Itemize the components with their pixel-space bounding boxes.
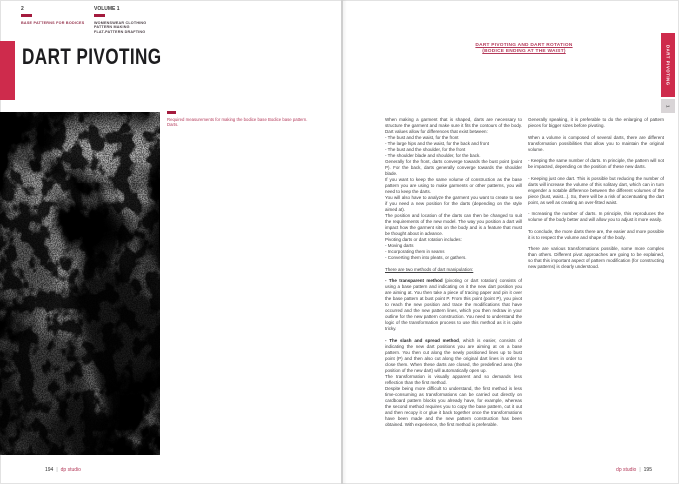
page-number: 195 bbox=[643, 467, 652, 473]
paragraph: If you want to keep the same volume of construction as the base pattern you are using to make garments or other patterns, you will need to keep the darts. bbox=[385, 177, 522, 194]
volume-number: VOLUME 1 bbox=[94, 6, 120, 12]
red-dash bbox=[21, 14, 32, 17]
publisher-brand: dp studio bbox=[60, 467, 81, 473]
page-title: DART PIVOTING bbox=[22, 44, 162, 69]
left-page-footer bbox=[45, 467, 81, 473]
paragraph: When a volume is composed of several darts, there are different transformation possibilities that allow you to maintain the original volume. bbox=[528, 134, 664, 152]
footer-separator: | bbox=[639, 467, 641, 473]
paragraph: Generally speaking, it is preferable to do the enlarging of pattern pieces for bigger sizes before pivoting. bbox=[528, 117, 664, 128]
chapter-number: 1 bbox=[665, 104, 671, 108]
page-number: 194 bbox=[45, 467, 54, 473]
paragraph: - The bust and the shoulder, for the front bbox=[385, 147, 466, 152]
paragraph: Generally for the front, darts converge towards the bust point (point P). For the back, darts generally converge towards the shoulder blade. bbox=[385, 159, 522, 176]
volume-line: FLAT-PATTERN DRAFTING bbox=[94, 29, 146, 34]
texture-photo bbox=[0, 112, 160, 455]
paragraph: There are various transformations possible, some more complex than others. Different pivot approaches are going to be explained, so that this important aspect of pattern modification (for constructing new patterns) is clearly understood. bbox=[528, 246, 664, 269]
paragraph: Despite being more difficult to understand, the first method is less time-consuming as transformations can be carried out directly on cardboard pattern blocks you already have, for example, whereas the second method requires you to copy the base pattern, cut it out and then recopy it or glue it back together once the transformations have been made and the new pattern construction has been obtained. With experience, the first method is preferable. bbox=[385, 385, 522, 427]
volume-line: WOMENSWEAR CLOTHING bbox=[94, 21, 147, 25]
chapter-edge-tab-number bbox=[661, 99, 675, 113]
paragraph: To conclude, the more darts there are, the easier and more possible it is to respect the volume and shape of the body. bbox=[528, 228, 664, 240]
red-dash bbox=[167, 111, 176, 114]
paragraph: - The transparent method (pivoting or dart rotation) consists of using a base pattern and indicating on it the new dart position you are aiming at. You then take a piece of tracing paper and pin it over the base pattern at bust point P. From this point (point P), you pivot to reach the new position and trace the modifications that have occurred and the new pattern lines, which you then redraw in your outline for the new pattern construction. You need to understand the logic of the transformation process to use this method as it is quite tricky. bbox=[385, 278, 522, 331]
section-heading-line: (BODICE ENDING AT THE WAIST) bbox=[482, 49, 566, 54]
paragraph: - Converting them into pleats, or gathers. bbox=[385, 255, 467, 260]
paragraph: - Keeping the same number of darts. In principle, the pattern will not be impacted, depending on the position of these new darts. bbox=[528, 158, 664, 169]
right-page-footer bbox=[560, 467, 652, 473]
paragraph: There are two methods of dart manipulation: bbox=[385, 266, 474, 272]
red-dash bbox=[94, 14, 105, 17]
paragraph: When making a garment that is shaped, darts are necessary to structure the garment and make sure it fits the contours of the body. Dart values allow for differences that exist between: bbox=[385, 117, 522, 134]
section-heading-line: DART PIVOTING AND DART ROTATION bbox=[475, 43, 573, 48]
paragraph: - The bust and the waist, for the front bbox=[385, 135, 459, 140]
series-number: 2 bbox=[21, 6, 24, 12]
caption-text: Darts. bbox=[167, 122, 179, 128]
paragraph: The transformation is visually apparent and so demands less reflection than the first method. bbox=[385, 373, 522, 385]
paragraph: - Incorporating them in seams bbox=[385, 249, 445, 254]
body-column-2 bbox=[528, 117, 664, 462]
publisher-brand: dp studio bbox=[616, 467, 637, 473]
paragraph: - The slash and spread method, which is easier, consists of indicating the new dart positions you are aiming at on a base pattern. You then cut along the newly positioned lines up to bust point (P) and then also cut along the original dart lines in order to close them. When these darts are closed, the predefined area (the position of the new dart) will automatically open up. bbox=[385, 337, 522, 373]
title-accent-block bbox=[0, 41, 15, 100]
chapter-edge-tab-label: DART PIVOTING bbox=[665, 44, 671, 86]
paragraph: You will also have to analyze the garment you want to create to see if you need a new position for the darts (depending on the style aimed at). bbox=[385, 195, 522, 212]
paragraph: Pivoting darts or dart rotation includes: bbox=[385, 237, 462, 242]
paragraph: - The shoulder blade and shoulder, for the back. bbox=[385, 153, 481, 158]
volume-description bbox=[94, 21, 146, 34]
section-heading bbox=[385, 43, 663, 55]
page-gutter-shadow bbox=[343, 0, 347, 484]
caption-text: Required measurements for making the bodice base Bodice base pattern. bbox=[167, 117, 308, 122]
series-label: BASE PATTERNS FOR BODICES bbox=[21, 21, 85, 25]
paragraph: - Increasing the number of darts. In principle, this reproduces the volume of the body better and will allow you to adjust it more easily. bbox=[528, 211, 664, 222]
volume-line: PATTERN MAKING bbox=[94, 25, 130, 30]
paragraph: The position and location of the darts can then be changed to suit the requirements of the new model. The way you position a dart will impact how the garment sits on the body and is a feature that must be thought about in advance. bbox=[385, 213, 522, 236]
footer-separator: | bbox=[56, 467, 58, 473]
paragraph: - Keeping just one dart. This is possible but reducing the number of darts will increase the volume of this solitary dart, which can in turn engender a notable difference between the different volumes of the piece (bust, waist...). So, there will be a risk of accentuating the dart point, as well as creating an over-fitted waist. bbox=[528, 175, 664, 205]
chapter-edge-tab bbox=[661, 33, 675, 97]
paragraph: - Moving darts bbox=[385, 243, 414, 248]
body-column-1 bbox=[385, 117, 522, 462]
paragraph: - The large hips and the waist, for the back and front bbox=[385, 141, 489, 146]
image-caption bbox=[167, 111, 319, 127]
